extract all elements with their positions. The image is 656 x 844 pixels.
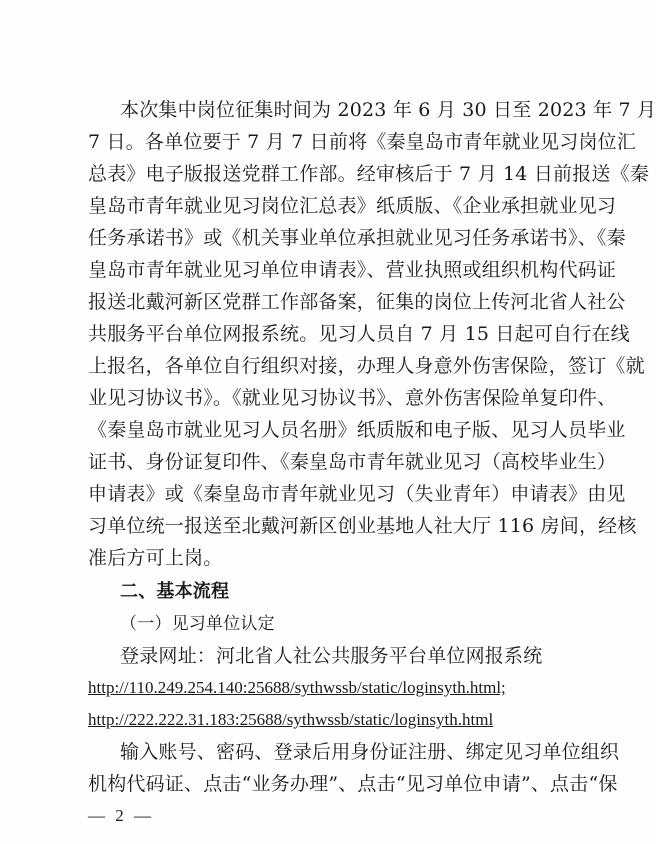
paragraph-line: 总表》电子版报送党群工作部。经审核后于 7 月 14 日前报送《秦 — [88, 163, 650, 185]
paragraph-line: 任务承诺书》或《机关事业单位承担就业见习任务承诺书》、《秦 — [88, 227, 626, 249]
paragraph-line: 习单位统一报送至北戴河新区创业基地人社大厅 116 房间，经核 — [88, 515, 637, 537]
paragraph-line: 7 日。各单位要于 7 月 7 日前将《秦皇岛市青年就业见习岗位汇 — [88, 131, 637, 153]
paragraph-line: 本次集中岗位征集时间为 2023 年 6 月 30 日至 2023 年 7 月 — [120, 99, 656, 121]
paragraph-line: 上报名，各单位自行组织对接，办理人身意外伤害保险，签订《就 — [88, 355, 645, 377]
paragraph-line: 共服务平台单位网报系统。见习人员自 7 月 15 日起可自行在线 — [88, 323, 630, 345]
sub-heading: （一）见习单位认定 — [120, 614, 275, 634]
paragraph-line: 机构代码证、点击“业务办理”、点击“见习单位申请”、点击“保 — [88, 773, 618, 795]
paragraph-line: 证书、身份证复印件、《秦皇岛市青年就业见习（高校毕业生） — [88, 451, 617, 473]
paragraph-line: 报送北戴河新区党群工作部备案，征集的岗位上传河北省人社公 — [88, 291, 626, 313]
page-number: — 2 — — [88, 806, 154, 825]
paragraph-line: 《秦皇岛市就业见习人员名册》纸质版和电子版、见习人员毕业 — [88, 419, 626, 441]
paragraph-line: 输入账号、密码、登录后用身份证注册、绑定见习单位组织 — [120, 741, 620, 763]
paragraph-line: 皇岛市青年就业见习岗位汇总表》纸质版、《企业承担就业见习 — [88, 195, 617, 217]
login-url-link[interactable]: http://222.222.31.183:25688/sythwssb/static/loginsyth.html — [88, 710, 494, 729]
paragraph-line: 申请表》或《秦皇岛市青年就业见习（失业青年）申请表》由见 — [88, 483, 626, 505]
paragraph-line: 皇岛市青年就业见习单位申请表》、营业执照或组织机构代码证 — [88, 259, 617, 281]
paragraph-line: 准后方可上岗。 — [88, 547, 223, 569]
login-label: 登录网址：河北省人社公共服务平台单位网报系统 — [120, 645, 543, 667]
paragraph-line: 业见习协议书》。《就业见习协议书》、意外伤害保险单复印件、 — [88, 387, 617, 409]
login-url-link[interactable]: http://110.249.254.140:25688/sythwssb/static/loginsyth.html; — [88, 678, 506, 697]
section-heading: 二、基本流程 — [120, 581, 230, 602]
